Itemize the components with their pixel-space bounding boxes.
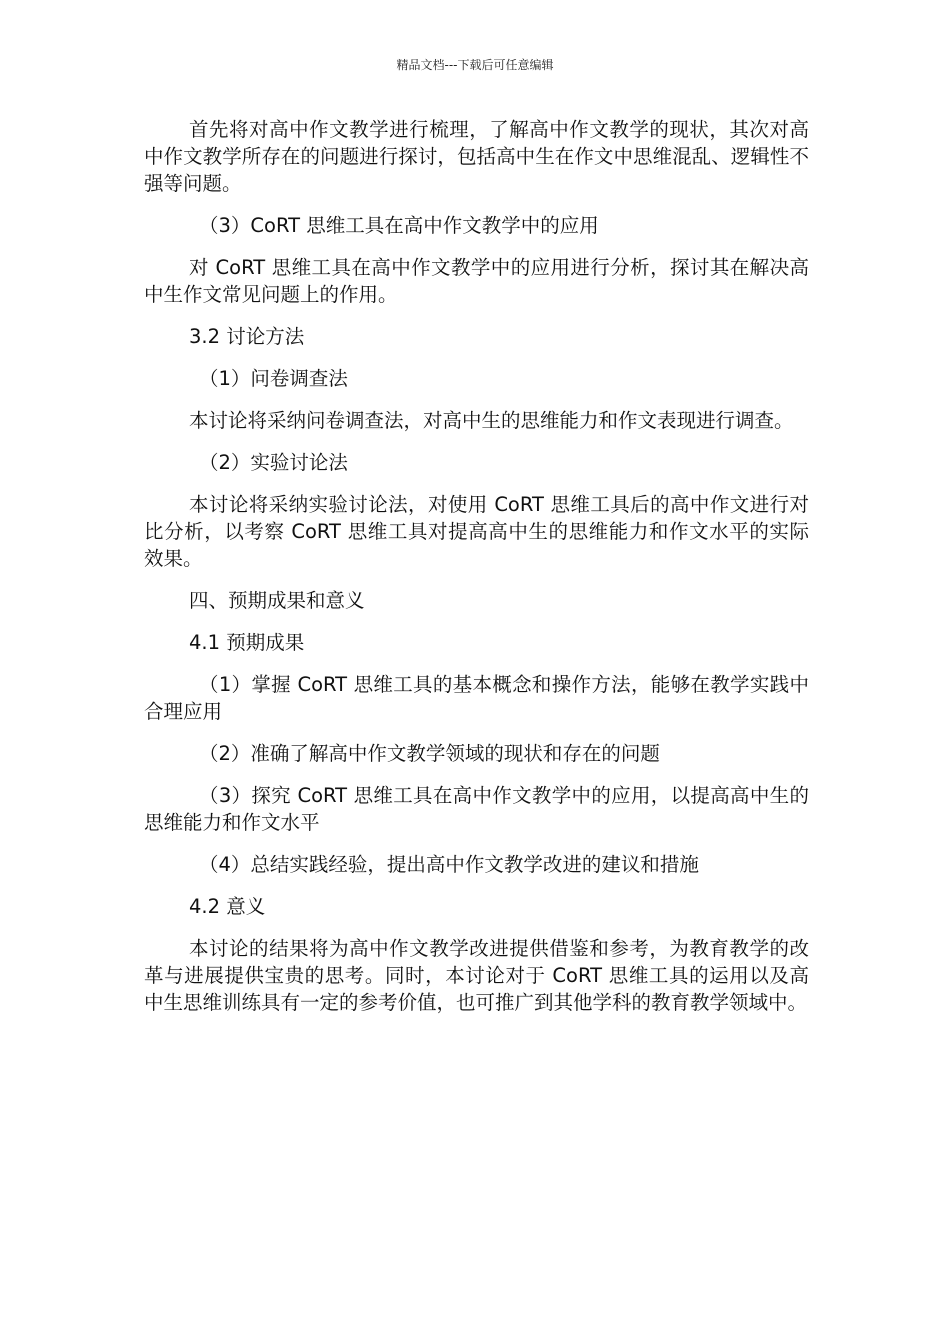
document-body: [144, 116, 809, 1031]
paragraph-cort-analysis: 对 CoRT 思维工具在高中作文教学中的应用进行分析，探讨其在解决高中生作文常见问题上的作用。: [144, 256, 809, 306]
section-heading-expected-results: 4.1 预期成果: [189, 631, 305, 654]
item-heading-questionnaire: （1）问卷调查法: [199, 367, 348, 390]
paragraph-significance: 本讨论的结果将为高中作文教学改进提供借鉴和参考，为教育教学的改革与进展提供宝贵的思考。同时，本讨论对于 CoRT 思维工具的运用以及高中生思维训练具有一定的参考价值，也可推广到其他学科的教育教学领域中。: [144, 937, 809, 1014]
section-heading-methods: 3.2 讨论方法: [189, 325, 305, 348]
list-item-result-2: （2）准确了解高中作文教学领域的现状和存在的问题: [199, 742, 660, 765]
list-item-result-3: （3）探究 CoRT 思维工具在高中作文教学中的应用，以提高高中生的思维能力和作文水平: [144, 784, 809, 834]
section-heading-significance: 4.2 意义: [189, 895, 266, 918]
list-item-result-4: （4）总结实践经验，提出高中作文教学改进的建议和措施: [199, 853, 699, 876]
item-heading-cort-application: （3）CoRT 思维工具在高中作文教学中的应用: [199, 214, 599, 237]
item-heading-experiment: （2）实验讨论法: [199, 451, 348, 474]
list-item-result-1: （1）掌握 CoRT 思维工具的基本概念和操作方法，能够在教学实践中合理应用: [144, 673, 809, 723]
paragraph-intro-review: 首先将对高中作文教学进行梳理，了解高中作文教学的现状，其次对高中作文教学所存在的问题进行探讨，包括高中生在作文中思维混乱、逻辑性不强等问题。: [144, 118, 809, 195]
paragraph-questionnaire: 本讨论将采纳问卷调查法，对高中生的思维能力和作文表现进行调查。: [189, 409, 794, 432]
paragraph-experiment: 本讨论将采纳实验讨论法，对使用 CoRT 思维工具后的高中作文进行对比分析，以考察 CoRT 思维工具对提高高中生的思维能力和作文水平的实际效果。: [144, 493, 809, 570]
chapter-heading-outcomes: 四、预期成果和意义: [189, 589, 365, 612]
page-header: 精品文档---下载后可任意编辑: [396, 58, 554, 72]
